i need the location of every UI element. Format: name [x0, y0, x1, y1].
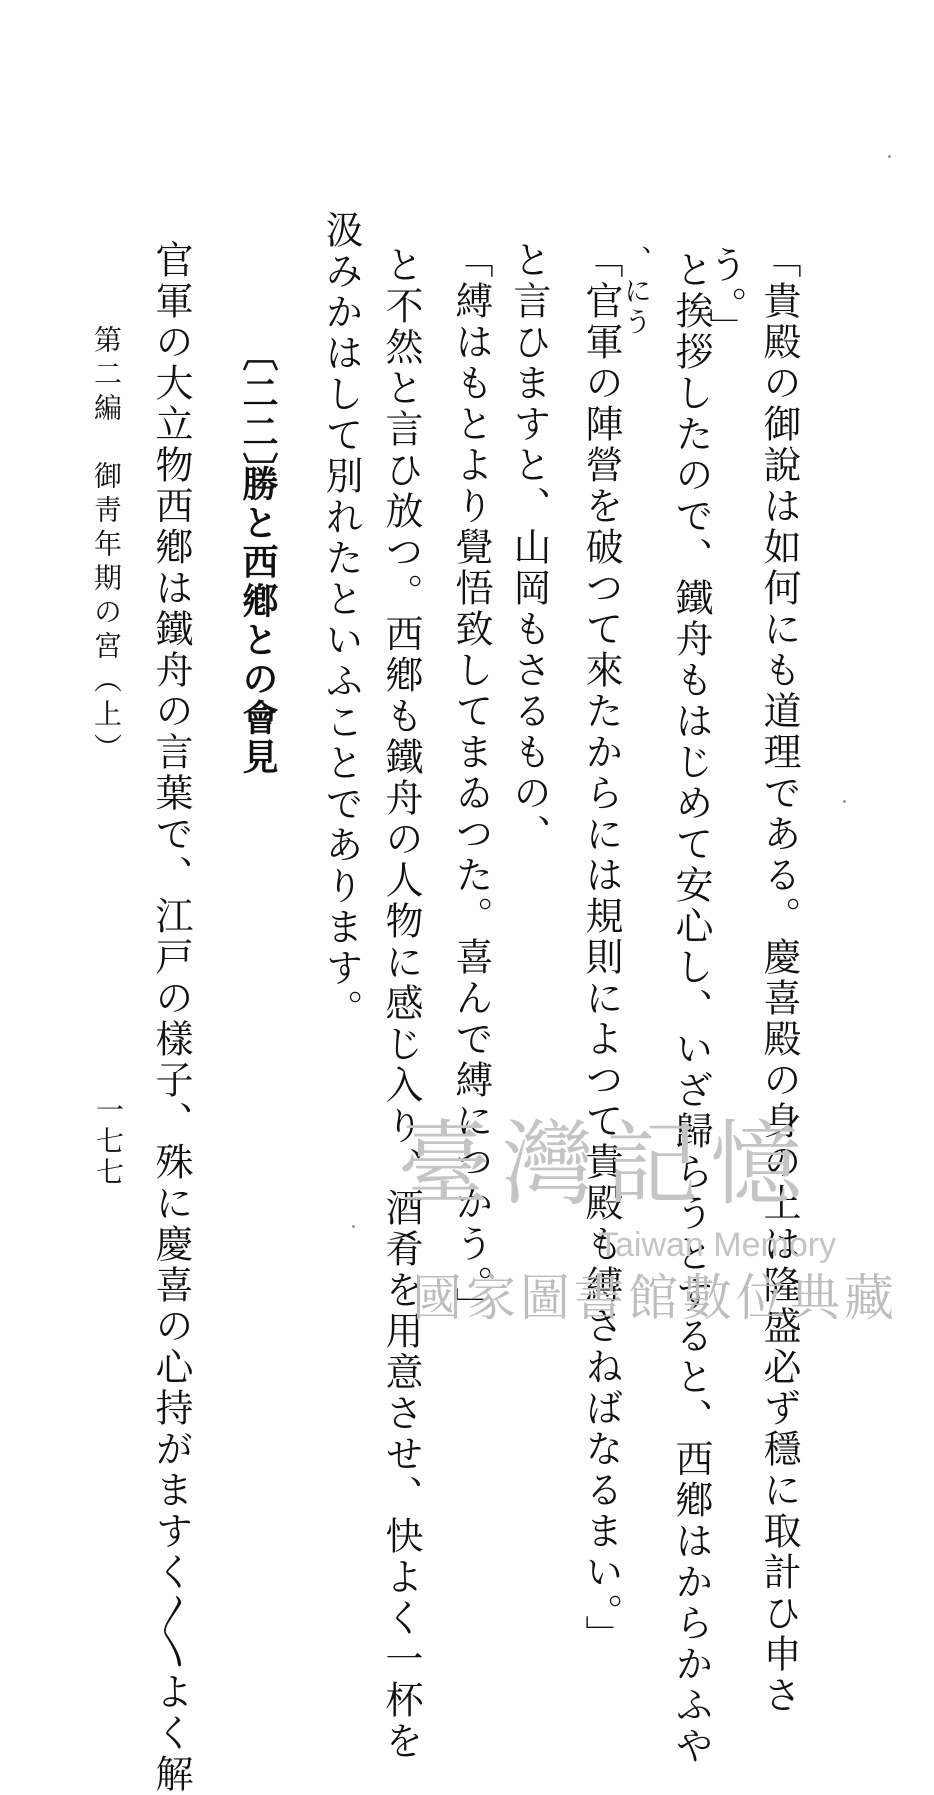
watermark-chinese: 國家圖書館數位典藏: [412, 1269, 898, 1327]
section-number: 〔二二〕: [237, 335, 279, 491]
text-column-1: 「貴殿の御說は如何にも道理である。慶喜殿の身の上は隆盛必ず穩に取計ひ申さ: [757, 240, 801, 1716]
text-column-6: と言ひますと、山岡もさるもの、: [507, 240, 551, 855]
speck-mark: [352, 1225, 355, 1228]
text-column-final: 官軍の大立物西鄕は鐵舟の言葉で、江戸の樣子、殊に慶喜の心持がますく〱よく解: [149, 240, 193, 1795]
section-title: 勝と西鄕との會見: [237, 465, 279, 777]
text-column-7: 「縛はもとより覺悟致してまゐつた。喜んで縛につかう。」: [449, 240, 493, 1328]
page-number: 一七七: [92, 1095, 125, 1188]
text-column-3: 、にう: [620, 245, 653, 338]
speck-mark: [843, 800, 846, 803]
watermark-logo: 臺灣記憶: [398, 1111, 815, 1218]
watermark-english: Taiwan Memory: [598, 1226, 837, 1264]
speck-mark: [888, 155, 891, 158]
text-column-4: と挨拶したので、鐵舟もはじめて安心し、いざ歸らうとすると、西鄕はからかふや: [669, 250, 713, 1767]
text-column-9: 汲みかはして別れたといふことであります。: [319, 210, 363, 1030]
text-column-5: 「官軍の陣營を破つて來たからには規則によつて貴殿も縛さねばなるまい。」: [579, 240, 623, 1656]
text-column-8: と不然と言ひ放つ。西鄕も鐵舟の人物に感じ入り、酒肴を用意させ、快よく一杯を: [379, 245, 423, 1762]
text-column-2: う。」: [703, 245, 747, 349]
running-head: 第二編 御靑年期の宮（上）: [90, 325, 123, 767]
